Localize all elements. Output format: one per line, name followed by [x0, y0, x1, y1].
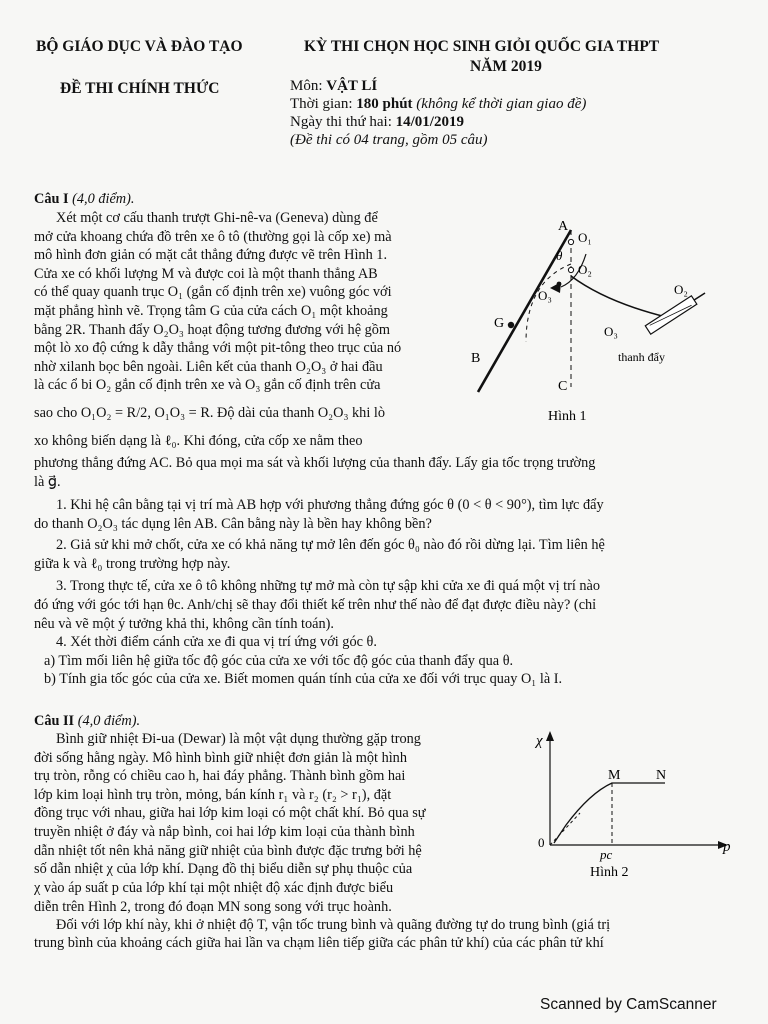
figure-2-caption: Hình 2	[590, 865, 629, 880]
date-label: Ngày thi thứ hai:	[290, 114, 396, 130]
label-o1: O₁	[578, 230, 592, 245]
q1-line: một lò xo độ cứng k dẫy thẳng với một pit-tông theo trục của nó	[34, 340, 402, 357]
label-o3: O₃	[538, 288, 552, 303]
arc-path	[526, 264, 571, 342]
q1-line: Xét một cơ cấu thanh trượt Ghi-nê-va (Geneva) dùng để	[56, 210, 378, 226]
q1-item: 4. Xét thời điểm cánh cửa xe đi qua vị trí ứng với góc θ.	[56, 634, 377, 651]
q2-title: Câu II	[34, 713, 75, 729]
official-label: ĐỀ THI CHÍNH THỨC	[60, 80, 220, 97]
exam-title: KỲ THI CHỌN HỌC SINH GIỎI QUỐC GIA THPT	[304, 38, 660, 55]
q2-line: lớp kim loại hình trụ tròn, mỏng, bán kính r₁ và r₂ (r₂ > r₁), đặt	[34, 786, 392, 803]
date-value: 14/01/2019	[395, 114, 464, 130]
q2-line: đồng trục với nhau, giữa hai lớp kim loại có một chất khí. Bỏ qua sự	[34, 805, 426, 822]
q1-line: Cửa xe có khối lượng M và được coi là một thanh thẳng AB	[34, 265, 378, 282]
time-note: (không kể thời gian giao đề)	[412, 96, 587, 112]
q1-body	[34, 209, 474, 395]
point-n-label: N	[656, 768, 667, 783]
label-b: B	[471, 351, 481, 366]
point-o3	[557, 282, 562, 287]
date-line	[290, 114, 464, 131]
scanner-watermark: Scanned by CamScanner	[540, 996, 717, 1013]
q2-line: truyền nhiệt ở đáy và nắp bình, coi hai lớp kim loại của thành bình	[34, 823, 415, 840]
q1-line: có thể quay quanh trục O₁ (gắn cố định trên xe) vuông góc với	[34, 284, 392, 301]
q1-item: 1. Khi hệ cân bằng tại vị trí mà AB hợp với phương thẳng đứng góc θ (0 < θ < 90°), tìm lực đẩy	[56, 497, 604, 513]
q1-ratio-line: sao cho O₁O₂ = R/2, O₁O₃ = R. Độ dài của thanh O₂O₃ khi lò	[34, 405, 385, 421]
chi-curve	[554, 783, 665, 843]
q1-l0-line: xo không biến dạng là ℓ₀. Khi đóng, cửa cốp xe nằm theo	[34, 433, 363, 449]
pc-label: pc	[600, 847, 613, 862]
q1-line: mở cửa khoang chứa đồ trên xe ô tô (thường gọi là cốp xe) mà	[34, 228, 392, 245]
q1-full-line-2: là g⃗.	[34, 474, 61, 490]
pages-note: (Đề thi có 04 trang, gồm 05 câu)	[290, 132, 488, 148]
q2-full-line-1: diễn trên Hình 2, trong đó đoạn MN song song với trục hoành.	[34, 899, 392, 915]
y-axis-label: χ	[536, 733, 543, 749]
q1-item: đó ứng với góc tới hạn θc. Anh/chị sẽ thay đổi thiết kế trên như thế nào để đạt được điều này? (chỉ	[34, 596, 597, 613]
label-a: A	[558, 219, 569, 234]
point-o2	[568, 267, 573, 272]
q1-item: 3. Trong thực tế, cửa xe ô tô không những tự mở mà còn tự sập khi cửa xe đi quá một vị trí nào	[56, 578, 601, 595]
q1-full-line-1: phương thẳng đứng AC. Bỏ qua mọi ma sát và khối lượng của thanh đẩy. Lấy gia tốc trọng trường	[34, 455, 596, 471]
exam-year: NĂM 2019	[470, 58, 542, 75]
x-axis-label: p	[723, 839, 731, 855]
q1-line: mặt phẳng hình vẽ. Trọng tâm G của cửa cách O₁ một khoảng	[34, 302, 388, 319]
time-label: Thời gian:	[290, 96, 357, 112]
ministry-name: BỘ GIÁO DỤC VÀ ĐÀO TẠO	[36, 38, 243, 55]
q2-heading	[34, 712, 140, 731]
q2-line: đời sống hằng ngày. Mô hình bình giữ nhiệt đơn giản là một hình	[34, 749, 407, 766]
q1-line: là các ổ bi O₂ gắn cố định trên xe và O₃ gắn cố định trên cửa	[34, 377, 381, 394]
q2-line: trụ tròn, rỗng có chiều cao h, hai đáy phẳng. Thành bình gồm hai	[34, 768, 406, 785]
q1-line: mô hình đơn giản có mặt cắt thẳng đứng được vẽ trên Hình 1.	[34, 247, 388, 264]
q1-heading	[34, 190, 134, 209]
label-o3-right: O₃	[604, 324, 618, 339]
q2-full-line-2: Đối với lớp khí này, khi ở nhiệt độ T, vận tốc trung bình và quãng đường tự do trung bình (giá trị	[56, 917, 611, 933]
q1-line: nhờ xilanh bọc bên ngoài. Liên kết của thanh O₂O₃ ở hai đầu	[34, 358, 383, 375]
q1-line: bằng 2R. Thanh đẩy O₂O₃ hoạt động tương đương với hệ gồm	[34, 321, 391, 338]
subject-label: Môn:	[290, 78, 327, 94]
q1-item: 2. Giả sử khi mở chốt, cửa xe có khả năng tự mở lên đến góc θ₀ nào đó rồi dừng lại. Tìm liên hệ	[56, 537, 605, 554]
q1-item: b) Tính gia tốc góc của cửa xe. Biết momen quán tính của cửa xe đối với trục quay O₁ là I.	[44, 671, 563, 688]
q1-item: a) Tìm mối liên hệ giữa tốc độ góc của cửa xe với tốc độ góc của thanh đẩy qua θ.	[44, 652, 514, 669]
label-o2-right: O₂	[674, 282, 688, 297]
point-g	[508, 322, 514, 328]
q2-line: Bình giữ nhiệt Đi-ua (Dewar) là một vật dụng thường gặp trong	[56, 731, 421, 747]
q1-item: nêu và vẽ một ý tưởng khả thi, không cần tính toán).	[34, 615, 334, 632]
q1-item: giữa k và ℓ₀ trong trường hợp này.	[34, 555, 231, 572]
q1-items	[34, 496, 734, 689]
q1-title: Câu I	[34, 191, 69, 207]
figure-1	[466, 212, 726, 432]
q2-full-line-3: trung bình của khoảng cách giữa hai lần va chạm liên tiếp giữa các phân tử khí) của các phân tử khí	[34, 935, 604, 951]
tangent-dash	[550, 813, 580, 845]
q1-item: do thanh O₂O₃ tác dụng lên AB. Cân bằng này là bền hay không bền?	[34, 515, 432, 532]
point-m-label: M	[608, 768, 621, 783]
label-o2: O₂	[578, 262, 592, 277]
origin-label: 0	[538, 835, 545, 850]
figure-1-caption: Hình 1	[548, 409, 587, 424]
y-axis-arrow	[546, 731, 554, 741]
time-line	[290, 96, 586, 113]
q2-body	[34, 730, 504, 897]
q1-points: (4,0 điểm).	[68, 191, 135, 207]
q2-line: dẫn nhiệt tốt nên khả năng giữ nhiệt của bình được đặc trưng bởi hệ	[34, 842, 422, 859]
label-pusher: thanh đẩy	[618, 350, 665, 364]
q2-points: (4,0 điểm).	[74, 713, 141, 729]
label-c: C	[558, 379, 568, 394]
q2-line: χ vào áp suất p của lớp khí tại một nhiệt độ xác định được biểu	[34, 879, 394, 896]
subject-value: VẬT LÍ	[326, 78, 378, 94]
point-o1	[568, 239, 573, 244]
label-theta: θ	[556, 248, 563, 263]
label-g: G	[494, 316, 505, 331]
q2-line: số dẫn nhiệt χ của lớp khí. Dạng đồ thị biểu diễn sự phụ thuộc của	[34, 861, 413, 878]
time-value: 180 phút	[356, 96, 413, 112]
subject-line	[290, 78, 377, 95]
pusher-curve	[571, 276, 666, 317]
figure-2	[520, 725, 745, 885]
